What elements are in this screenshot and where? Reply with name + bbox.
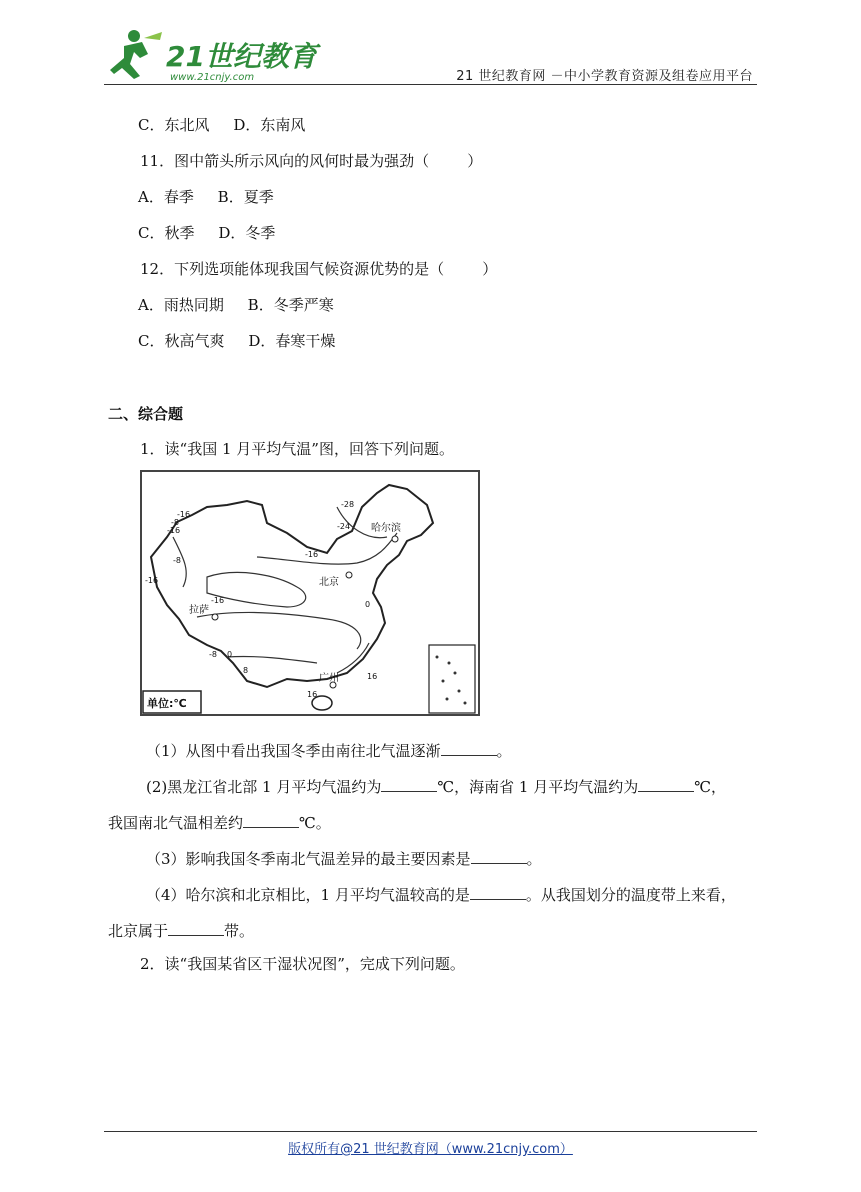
isotherm-label: 0: [227, 650, 233, 659]
harbin-marker: [392, 536, 398, 542]
answer-blank[interactable]: [471, 849, 527, 864]
option-line-ab: A．春季 B．夏季: [138, 188, 274, 206]
header-divider: [104, 84, 757, 85]
question-11: 11．图中箭头所示风向的风何时最为强劲（ ）: [140, 152, 483, 170]
subquestion-2-cont: 我国南北气温相差约 ℃。: [108, 814, 331, 832]
isotherm-label: -24: [337, 522, 351, 531]
isotherm-label: -16: [211, 596, 225, 605]
subquestion-4: （4）哈尔滨和北京相比，1 月平均气温较高的是 。从我国划分的温度带上来看，: [146, 886, 736, 904]
beijing-marker: [346, 572, 352, 578]
city-lhasa: 拉萨: [189, 605, 209, 616]
site-logo: [104, 24, 317, 86]
answer-blank[interactable]: [470, 885, 526, 900]
option-line-cd: C．东北风 D．东南风: [138, 116, 306, 134]
isotherm-label: -28: [341, 500, 355, 509]
answer-blank[interactable]: [243, 813, 299, 828]
isotherm-label: -16: [145, 576, 159, 585]
option-line-cd-3: C．秋高气爽 D．春寒干燥: [138, 332, 336, 350]
china-january-temperature-map: [137, 467, 483, 719]
isotherm-label: -8: [171, 518, 179, 527]
isotherm-label: 16: [367, 672, 378, 681]
option-line-cd-2: C．秋季 D．冬季: [138, 224, 276, 242]
subquestion-4-cont: 北京属于 带。: [108, 922, 255, 940]
footer-copyright-link[interactable]: 版权所有@21 世纪教育网（www.21cnjy.com）: [288, 1142, 573, 1157]
city-harbin: 哈尔滨: [371, 523, 401, 534]
option-line-ab-2: A．雨热同期 B．冬季严寒: [138, 296, 334, 314]
lhasa-marker: [212, 614, 218, 620]
isotherm-label: -16: [177, 510, 191, 519]
section-title: 二、综合题: [108, 405, 184, 423]
isotherm-label: -16: [305, 550, 319, 559]
subquestion-1: （1）从图中看出我国冬季由南往北气温逐渐 。: [146, 742, 512, 760]
city-beijing: 北京: [319, 577, 339, 588]
question-2: 2．读“我国某省区干湿状况图”，完成下列问题。: [140, 955, 465, 973]
isotherm-label: 8: [243, 666, 249, 675]
header-site-name: 21 世纪教育网 －中小学教育资源及组卷应用平台: [456, 69, 753, 84]
map-unit: 单位:℃: [147, 697, 187, 710]
answer-blank[interactable]: [168, 921, 224, 936]
question-12: 12．下列选项能体现我国气候资源优势的是（ ）: [140, 260, 498, 278]
isotherm-label: 16: [307, 690, 318, 699]
isotherm-label: -16: [167, 526, 181, 535]
subquestion-2: (2)黑龙江省北部 1 月平均气温约为 ℃，海南省 1 月平均气温约为 ℃，: [146, 778, 726, 796]
answer-blank[interactable]: [638, 777, 694, 792]
isotherm-label: -8: [173, 556, 181, 565]
footer-divider: [104, 1131, 757, 1132]
question-1: 1．读“我国 1 月平均气温”图，回答下列问题。: [140, 440, 454, 458]
city-guangzhou: 广州: [319, 673, 339, 684]
logo-text: 21世纪教育: [166, 40, 317, 73]
answer-blank[interactable]: [441, 741, 497, 756]
logo-url: www.21cnjy.com: [170, 72, 255, 83]
subquestion-3: （3）影响我国冬季南北气温差异的最主要因素是 。: [146, 850, 542, 868]
isotherm-label: -8: [209, 650, 217, 659]
answer-blank[interactable]: [381, 777, 437, 792]
isotherm-label: 0: [365, 600, 371, 609]
